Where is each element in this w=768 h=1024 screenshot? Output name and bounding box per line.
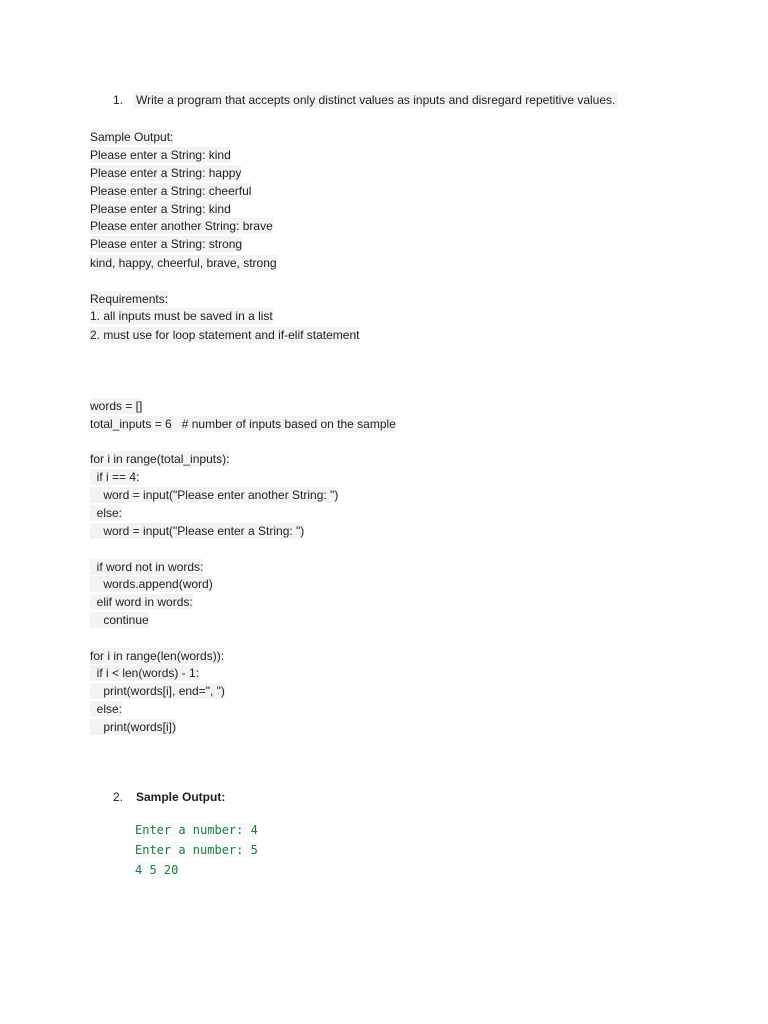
question-2-heading: Sample Output:: [136, 790, 226, 804]
sample-output-line: Please enter a String: happy: [90, 166, 242, 180]
question-1-text: Write a program that accepts only distinct values as inputs and disregard repetitive values.: [133, 92, 618, 108]
sample-output-code-line: 4 5 20: [135, 863, 179, 877]
question-2-number: 2.: [113, 790, 124, 804]
sample-output-line: Please enter a String: kind: [90, 202, 231, 216]
question-1-number: 1.: [113, 93, 124, 107]
code-line: if word not in words:: [90, 560, 204, 574]
code-line: if i < len(words) - 1:: [90, 666, 200, 680]
requirement-item: 2. must use for loop statement and if-elif statement: [90, 328, 360, 342]
code-line: continue: [90, 613, 149, 627]
code-line: word = input("Please enter a String: "): [90, 524, 305, 538]
sample-output-line: Please enter a String: kind: [90, 148, 231, 162]
code-line: elif word in words:: [90, 595, 193, 609]
code-line: words.append(word): [90, 577, 213, 591]
code-line: if i == 4:: [90, 470, 140, 484]
sample-output-line: Please enter a String: strong: [90, 237, 243, 251]
code-line: print(words[i]): [90, 720, 177, 734]
code-line: else:: [90, 506, 123, 520]
sample-output-line: kind, happy, cheerful, brave, strong: [90, 256, 277, 270]
requirements-heading: Requirements:: [90, 292, 169, 306]
sample-output-code-line: Enter a number: 4: [135, 823, 258, 837]
sample-output-line: Please enter a String: cheerful: [90, 184, 252, 198]
code-line: words = []: [90, 399, 143, 413]
code-line: total_inputs = 6 # number of inputs based on the sample: [90, 417, 396, 431]
code-line: word = input("Please enter another String: "): [90, 488, 339, 502]
sample-output-line: Please enter another String: brave: [90, 219, 273, 233]
code-line: for i in range(len(words)):: [90, 649, 225, 663]
sample-output-heading: Sample Output:: [90, 130, 174, 144]
code-line: else:: [90, 702, 123, 716]
sample-output-code-line: Enter a number: 5: [135, 843, 258, 857]
requirement-item: 1. all inputs must be saved in a list: [90, 309, 273, 323]
code-line: for i in range(total_inputs):: [90, 452, 230, 466]
code-line: print(words[i], end=", "): [90, 684, 225, 698]
